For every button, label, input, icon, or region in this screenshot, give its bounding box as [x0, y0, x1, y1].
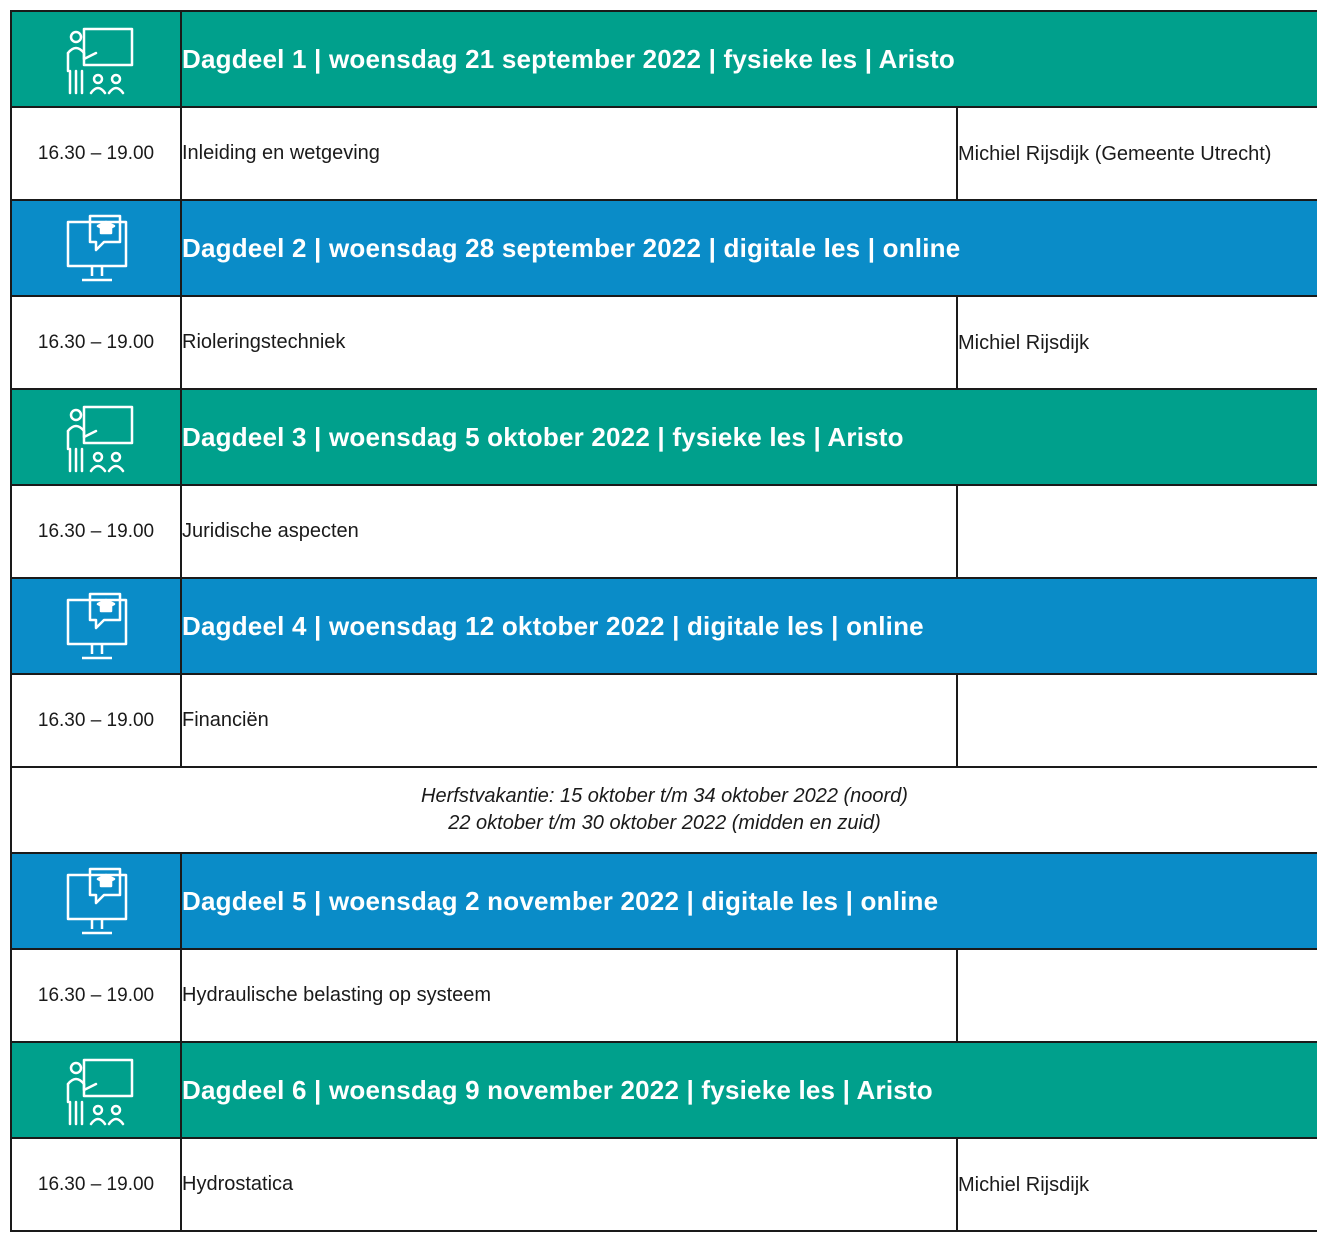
session-topic: Juridische aspecten	[181, 485, 957, 578]
session-row-3	[11, 485, 1317, 578]
session-topic: Hydrostatica	[181, 1138, 957, 1231]
session-title: Dagdeel 1 | woensdag 21 september 2022 | fysieke les | Aristo	[181, 11, 1317, 107]
session-icon-cell	[11, 200, 181, 296]
session-row-6	[11, 1138, 1317, 1231]
session-speaker: Michiel Rijsdijk	[957, 296, 1317, 389]
online-graduation-monitor-icon	[12, 861, 180, 941]
session-header-4	[11, 578, 1317, 674]
session-topic: Inleiding en wetgeving	[181, 107, 957, 200]
session-time: 16.30 – 19.00	[11, 296, 181, 389]
session-time: 16.30 – 19.00	[11, 674, 181, 767]
session-icon-cell	[11, 11, 181, 107]
session-title: Dagdeel 6 | woensdag 9 november 2022 | fysieke les | Aristo	[181, 1042, 1317, 1138]
holiday-note	[11, 767, 1317, 853]
session-speaker: Michiel Rijsdijk	[957, 1138, 1317, 1231]
session-header-5	[11, 853, 1317, 949]
session-title: Dagdeel 2 | woensdag 28 september 2022 | digitale les | online	[181, 200, 1317, 296]
session-speaker	[957, 485, 1317, 578]
session-icon-cell	[11, 389, 181, 485]
session-title: Dagdeel 5 | woensdag 2 november 2022 | digitale les | online	[181, 853, 1317, 949]
teacher-classroom-icon	[12, 1050, 180, 1130]
holiday-note-line-2: 22 oktober t/m 30 oktober 2022 (midden en zuid)	[448, 812, 881, 834]
session-icon-cell	[11, 578, 181, 674]
session-topic: Financiën	[181, 674, 957, 767]
session-row-5	[11, 949, 1317, 1042]
session-title: Dagdeel 4 | woensdag 12 oktober 2022 | digitale les | online	[181, 578, 1317, 674]
session-speaker	[957, 949, 1317, 1042]
session-topic: Rioleringstechniek	[181, 296, 957, 389]
teacher-classroom-icon	[12, 19, 180, 99]
session-icon-cell	[11, 1042, 181, 1138]
teacher-classroom-icon	[12, 397, 180, 477]
session-row-2	[11, 296, 1317, 389]
session-row-4	[11, 674, 1317, 767]
session-time: 16.30 – 19.00	[11, 107, 181, 200]
schedule-table	[10, 10, 1317, 1232]
session-speaker	[957, 674, 1317, 767]
session-time: 16.30 – 19.00	[11, 1138, 181, 1231]
online-graduation-monitor-icon	[12, 208, 180, 288]
session-header-2	[11, 200, 1317, 296]
session-time: 16.30 – 19.00	[11, 485, 181, 578]
session-time: 16.30 – 19.00	[11, 949, 181, 1042]
online-graduation-monitor-icon	[12, 586, 180, 666]
session-row-1	[11, 107, 1317, 200]
session-icon-cell	[11, 853, 181, 949]
session-title: Dagdeel 3 | woensdag 5 oktober 2022 | fysieke les | Aristo	[181, 389, 1317, 485]
session-header-1	[11, 11, 1317, 107]
session-speaker: Michiel Rijsdijk (Gemeente Utrecht)	[957, 107, 1317, 200]
session-topic: Hydraulische belasting op systeem	[181, 949, 957, 1042]
session-header-6	[11, 1042, 1317, 1138]
holiday-note-line-1: Herfstvakantie: 15 oktober t/m 34 oktober 2022 (noord)	[421, 785, 908, 807]
holiday-note-row	[11, 767, 1317, 853]
session-header-3	[11, 389, 1317, 485]
